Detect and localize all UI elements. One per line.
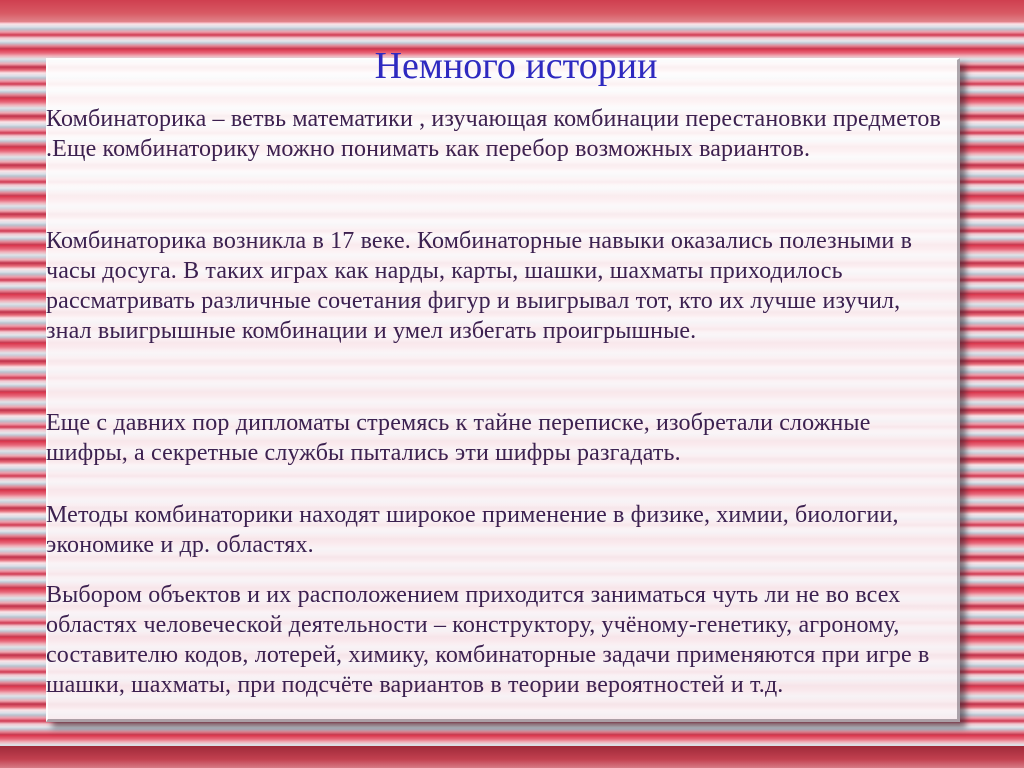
background-stripe-top	[0, 0, 1024, 22]
paragraph-ciphers: Еще с давних пор дипломаты стремясь к тайне переписке, изобретали сложные шифры, а секретные службы пытались эти шифры разгадать.	[46, 410, 871, 466]
paragraph-definition: Комбинаторика – ветвь математики , изучающая комбинации перестановки предметов .Еще комбинаторику можно понимать как перебор возможных вариантов.	[46, 106, 941, 162]
slide-title: Немного истории	[374, 45, 658, 87]
paragraph-origin: Комбинаторика возникла в 17 веке. Комбинаторные навыки оказались полезными в часы досуга. В таких играх как нарды, карты, шашки, шахматы приходилось рассматривать различные сочетания фигур и выигрывал тот, кто их лучше изучил, знал выигрышные комбинации и умел избегать проигрышные.	[46, 228, 913, 344]
paragraph-applications: Методы комбинаторики находят широкое применение в физике, химии, биологии, экономике и др. областях.	[46, 502, 899, 558]
paragraph-selection: Выбором объектов и их расположением приходится заниматься чуть ли не во всех областях человеческой деятельности – конструктору, учёному-генетику, агроному, составителю кодов, лотерей, химику, комбинаторные задачи применяются при игре в шашки, шахматы, при подсчёте вариантов в теории вероятностей и т.д.	[46, 582, 930, 698]
background-stripe-bottom	[0, 746, 1024, 768]
